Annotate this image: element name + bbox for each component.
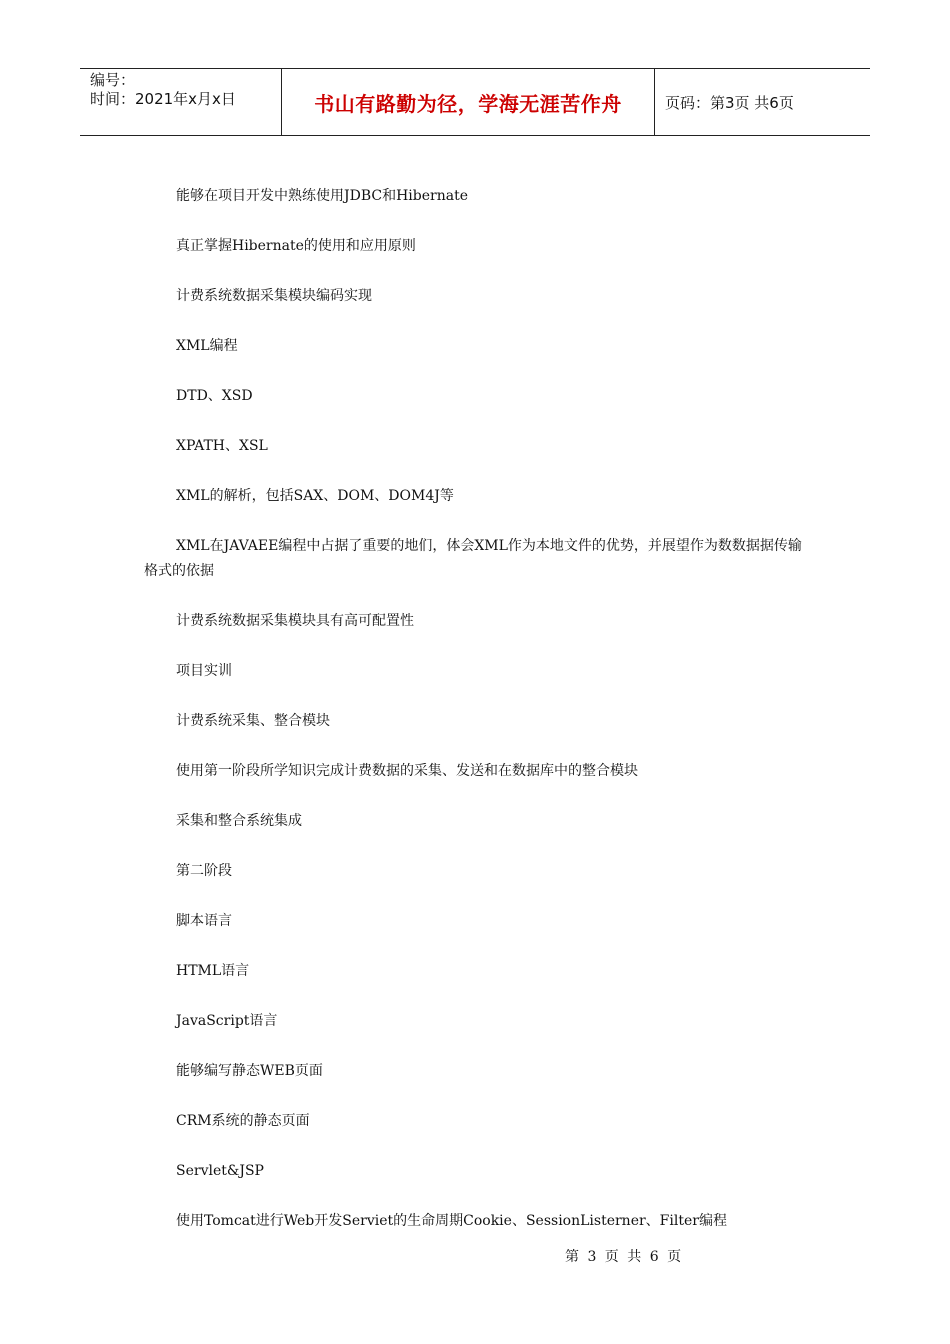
header-motto: 书山有路勤为径，学海无涯苦作舟: [282, 69, 655, 135]
paragraph: Servlet&JSP: [176, 1162, 264, 1179]
paragraph: 真正掌握Hibernate的使用和应用原则: [176, 238, 416, 254]
document-number-label: 编号：: [90, 71, 136, 89]
paragraph: XML的解析，包括SAX、DOM、DOM4J等: [176, 488, 454, 504]
paragraph: 采集和整合系统集成: [176, 812, 302, 829]
header-page-info: 页码：第3页 共6页: [665, 93, 794, 112]
paragraph: 脚本语言: [176, 912, 232, 929]
paragraph: JavaScript语言: [176, 1012, 278, 1029]
page-footer: 第 3 页 共 6 页: [565, 1249, 682, 1265]
paragraph: 能够编写静态WEB页面: [176, 1062, 323, 1079]
paragraph: DTD、XSD: [176, 388, 253, 404]
document-header: [80, 68, 870, 136]
paragraph: CRM系统的静态页面: [176, 1112, 310, 1129]
paragraph: 计费系统采集、整合模块: [176, 712, 330, 729]
paragraph: 第二阶段: [176, 862, 232, 879]
paragraph: 计费系统数据采集模块编码实现: [176, 288, 372, 304]
paragraph: 项目实训: [176, 662, 232, 679]
paragraph: XML在JAVAEE编程中占据了重要的地们，体会XML作为本地文件的优势，并展望作为数数据据传输格式的依据: [144, 538, 802, 579]
paragraph: 能够在项目开发中熟练使用JDBC和Hibernate: [176, 188, 468, 204]
paragraph: 使用第一阶段所学知识完成计费数据的采集、发送和在数据库中的整合模块: [176, 762, 638, 779]
document-date-label: 时间：2021年x月x日: [90, 90, 236, 108]
paragraph: XPATH、XSL: [176, 438, 268, 454]
paragraph: XML编程: [176, 338, 238, 354]
paragraph: HTML语言: [176, 962, 250, 979]
document-body: [144, 184, 804, 1259]
paragraph: 使用Tomcat进行Web开发Serviet的生命周期Cookie、SessionListerner、Filter编程: [176, 1212, 727, 1229]
paragraph: 计费系统数据采集模块具有高可配置性: [176, 612, 414, 629]
header-meta-cell: [80, 69, 282, 135]
